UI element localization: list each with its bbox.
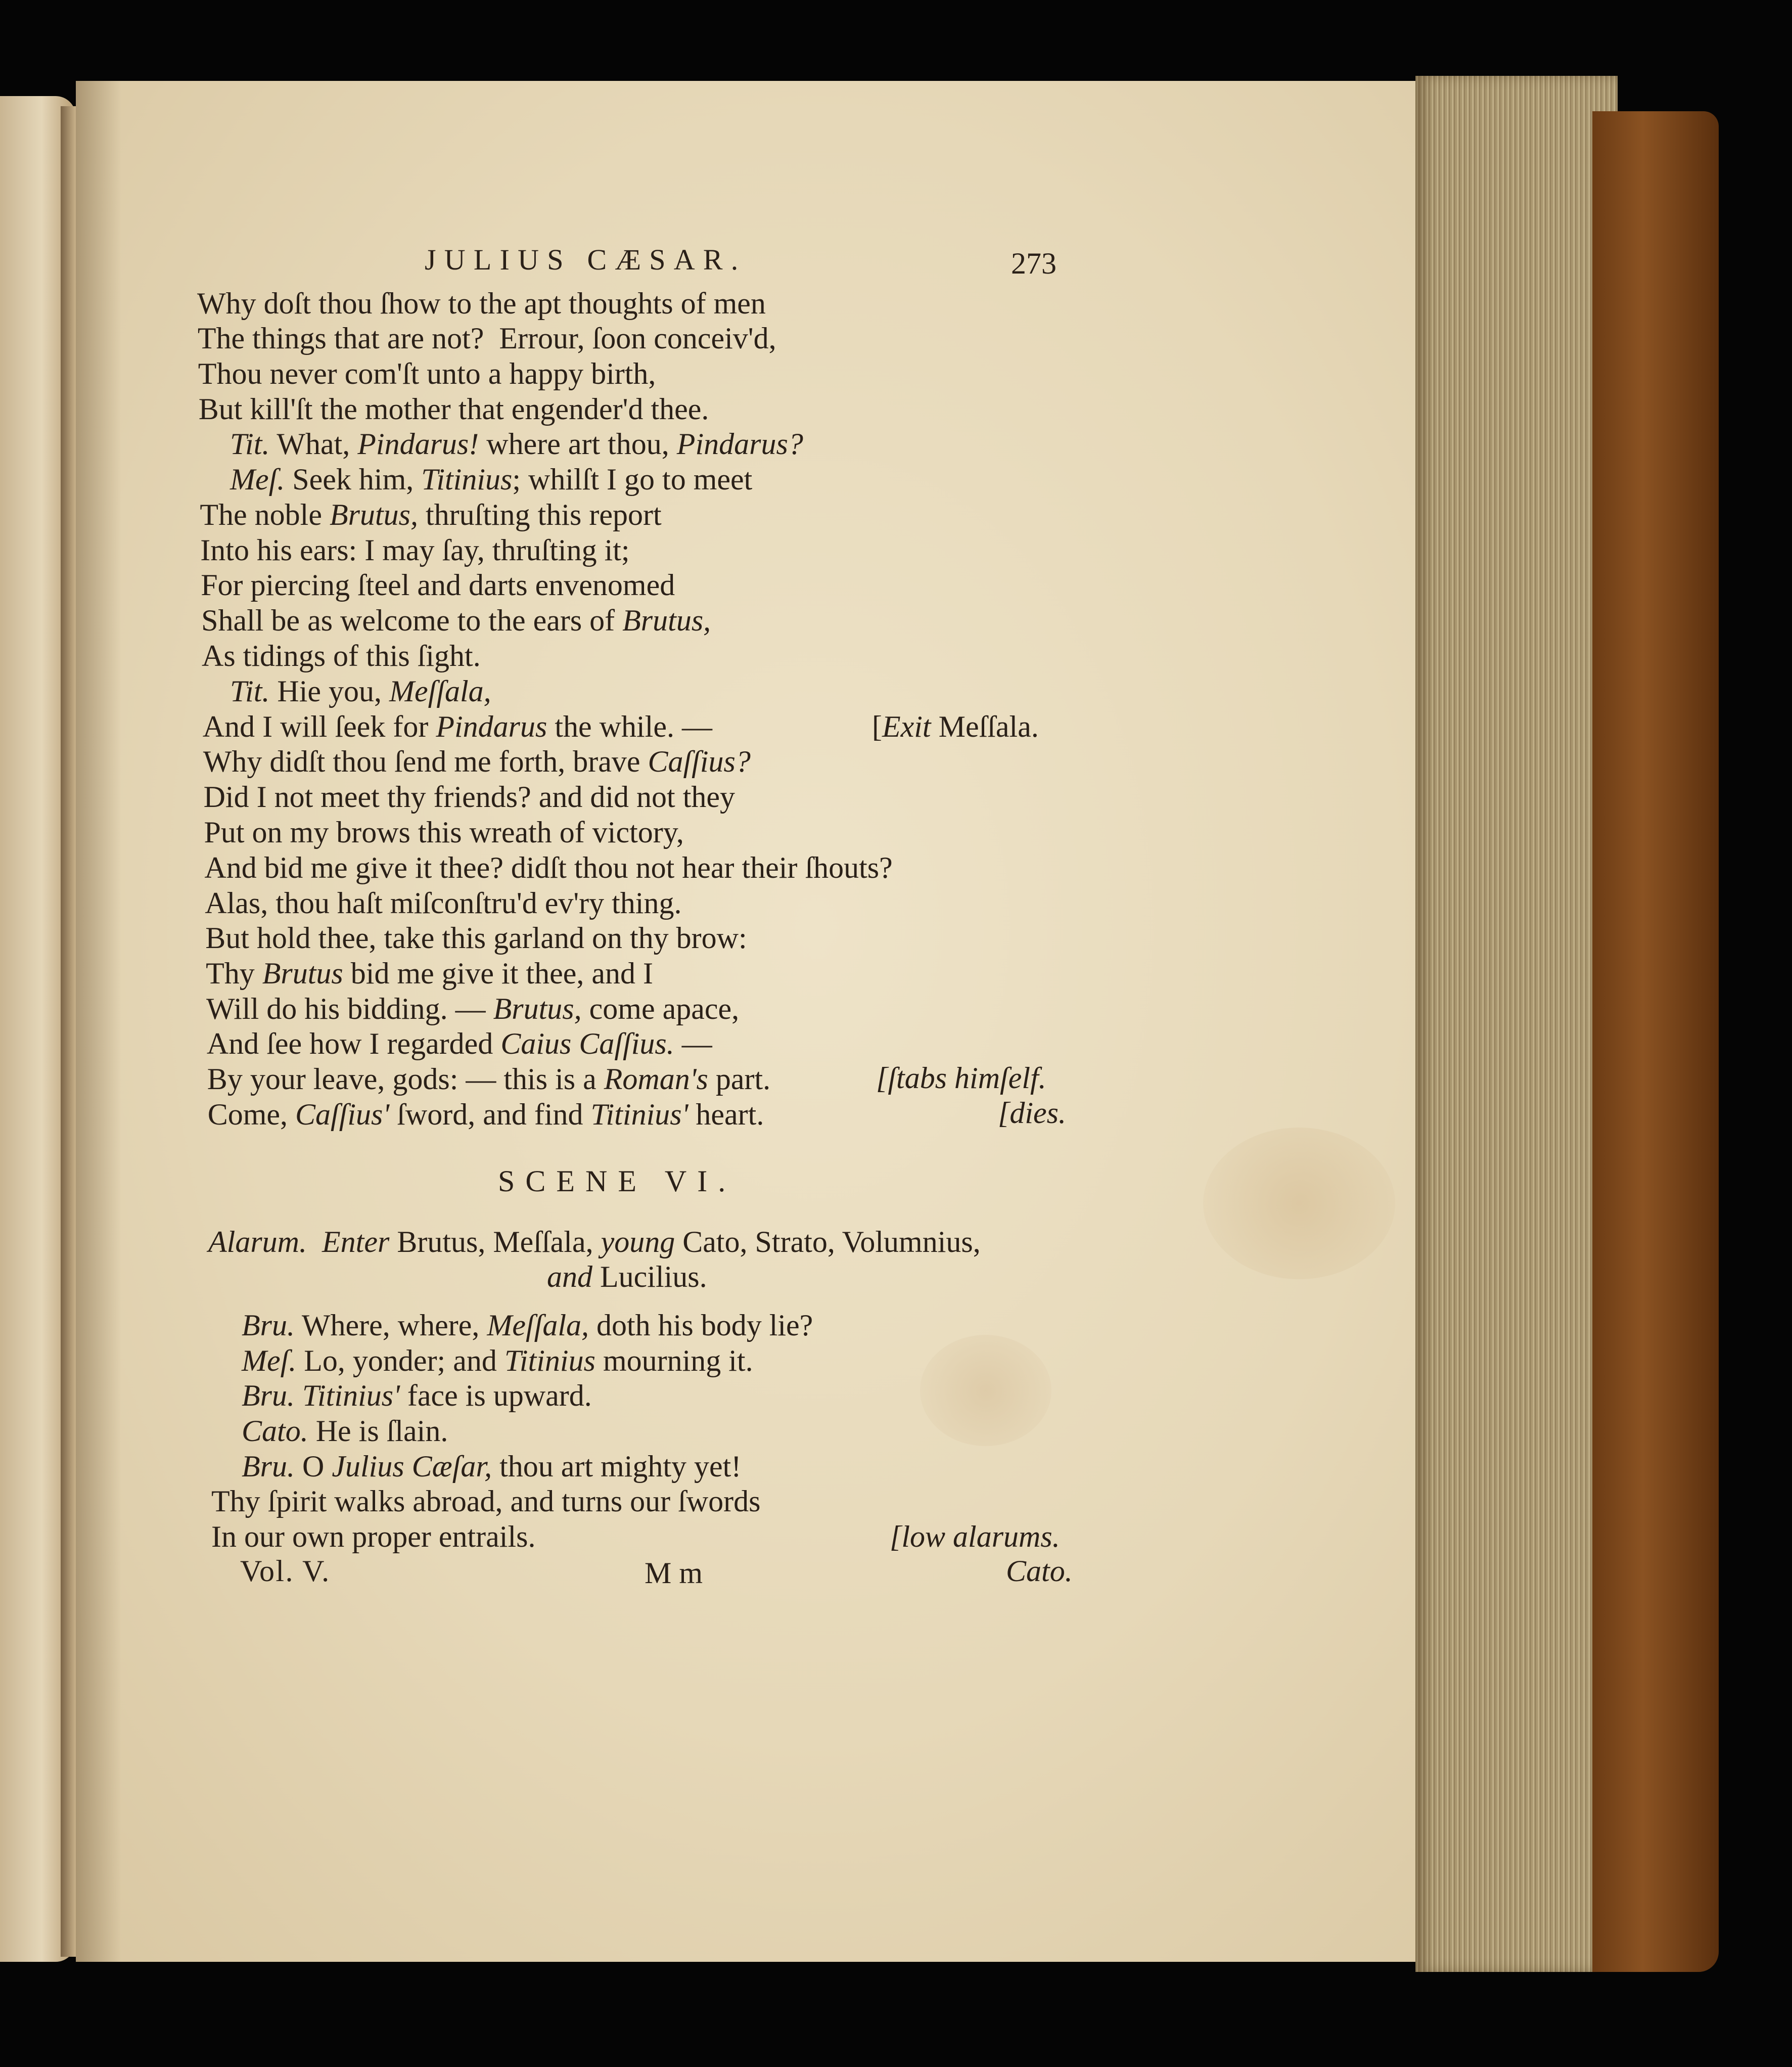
verse-text: Hie you, xyxy=(269,675,390,708)
verse-line xyxy=(204,779,735,815)
verse-text: Bru. xyxy=(242,1309,295,1342)
verse-text: Did I not meet thy friends? and did not they xyxy=(203,780,736,814)
verse-text: Meſ. xyxy=(230,463,285,496)
catchword: Cato. xyxy=(1006,1554,1073,1588)
verse-text: As tidings of this ſight. xyxy=(202,639,481,672)
running-head: JULIUS CÆSAR. xyxy=(425,243,747,276)
verse-line xyxy=(207,1061,770,1097)
verse-text: where art thou, xyxy=(479,427,677,461)
verse-line xyxy=(204,850,892,885)
verse-line xyxy=(201,567,675,603)
verse-text: Titinius' xyxy=(590,1098,688,1131)
verse-line xyxy=(207,1026,712,1061)
verse-text: Tit. xyxy=(230,427,270,461)
verse-text: Tit. xyxy=(230,675,270,708)
verse-text: But hold thee, take this garland on thy brow: xyxy=(205,921,747,955)
verse-line xyxy=(230,462,752,497)
verse-text: Come, xyxy=(207,1098,296,1131)
verse-text: He is ſlain. xyxy=(308,1414,448,1448)
verse-text: Brutus xyxy=(262,957,343,990)
verse-text: By your leave, gods: — this is a xyxy=(207,1062,604,1096)
verse-text: Into his ears: I may ſay, thruſting it; xyxy=(200,533,630,567)
verse-text: Shall be as welcome to the ears of xyxy=(201,604,623,637)
verse-text: Titinius xyxy=(504,1344,595,1377)
verse-text: Caſſius' xyxy=(295,1098,390,1131)
verse-text: Brutus, xyxy=(329,498,419,531)
verse-line xyxy=(205,920,747,956)
verse-text: Roman's xyxy=(604,1062,708,1096)
printer-signature: M m xyxy=(645,1556,703,1590)
verse-text xyxy=(295,1379,302,1412)
verse-text: Thy xyxy=(206,957,262,990)
verse-text: doth his body lie? xyxy=(589,1309,813,1342)
verse-text: part. xyxy=(708,1062,771,1096)
verse-text: Lo, yonder; and xyxy=(296,1344,504,1377)
verse-text: What, xyxy=(269,427,358,461)
verse-text: Julius Cæſar, xyxy=(332,1450,492,1483)
verse-line xyxy=(205,885,681,921)
verse-line xyxy=(201,603,711,638)
verse-text: The noble xyxy=(200,498,330,531)
verse-text: Put on my brows this wreath of victory, xyxy=(204,816,684,849)
verse-text: ; whilſt I go to meet xyxy=(512,463,753,496)
verse-text: come apace, xyxy=(581,992,740,1025)
verse-text: Where, where, xyxy=(295,1309,487,1342)
verse-line xyxy=(206,991,739,1026)
verse-line xyxy=(203,709,712,744)
verse-text: Meſ. xyxy=(242,1344,297,1377)
verse-line xyxy=(230,673,491,709)
scene-verse-line xyxy=(242,1308,813,1343)
verse-text: thou art mighty yet! xyxy=(492,1450,742,1483)
verse-text: Bru. xyxy=(242,1450,295,1483)
stage-direction-stabs: [ſtabs himſelf. xyxy=(876,1061,1046,1095)
entrance-direction-line-2: and Lucilius. xyxy=(547,1260,707,1293)
verse-text: Thou never com'ſt unto a happy birth, xyxy=(198,357,656,390)
verse-text: Meſſala, xyxy=(487,1309,589,1342)
stage-direction-low-alarums: [low alarums. xyxy=(890,1520,1060,1553)
page-block-fore-edge xyxy=(1415,76,1618,1972)
verse-text: For piercing ſteel and darts envenomed xyxy=(201,568,675,602)
verse-line xyxy=(203,744,751,779)
verse-line xyxy=(208,1097,764,1132)
verse-text: heart. xyxy=(688,1098,764,1131)
verse-text: Pindarus? xyxy=(676,427,803,461)
stage-direction-exit: [Exit Meſſala. xyxy=(872,710,1039,743)
verse-text: Brutus, xyxy=(493,992,582,1025)
verse-text: Seek him, xyxy=(285,463,422,496)
verse-line xyxy=(206,956,653,991)
verse-text: mourning it. xyxy=(595,1344,753,1377)
verse-line xyxy=(199,391,709,427)
scene-verse-line xyxy=(242,1343,753,1378)
scene-verse-line xyxy=(242,1378,592,1413)
verse-line xyxy=(198,321,776,356)
verse-text: And bid me give it thee? didſt thou not hear their ſhouts? xyxy=(204,851,893,884)
verse-text: bid me give it thee, and I xyxy=(343,957,653,990)
scene-verse-line xyxy=(242,1413,448,1449)
verse-text: Titinius' xyxy=(302,1379,400,1412)
scene-verse-line xyxy=(211,1484,760,1519)
verse-text: Alas, thou haſt miſconſtru'd ev'ry thing. xyxy=(205,886,682,920)
verse-text: Titinius xyxy=(421,463,513,496)
verse-text: Will do his bidding. — xyxy=(206,992,493,1025)
verse-text: O xyxy=(295,1450,332,1483)
verse-line xyxy=(202,638,481,673)
verse-text: Pindarus xyxy=(436,710,547,743)
scene-verse-line xyxy=(211,1519,535,1554)
verse-text: Caſſius? xyxy=(648,745,751,778)
verse-text: The things that are not? Errour, ſoon conceiv'd, xyxy=(197,322,776,355)
verse-text: In our own proper entrails. xyxy=(211,1520,536,1553)
verse-text: ſword, and find xyxy=(389,1098,591,1131)
verse-line xyxy=(204,815,684,850)
verse-text: Why didſt thou ſend me forth, brave xyxy=(203,745,648,778)
foxing-stain xyxy=(920,1335,1051,1446)
verse-text: Cato. xyxy=(242,1414,308,1448)
scene-verse-line xyxy=(242,1449,741,1484)
leather-cover xyxy=(1592,111,1719,1972)
verse-text: But kill'ſt the mother that engender'd thee. xyxy=(198,392,709,426)
verse-line xyxy=(200,497,661,532)
scene-heading: SCENE VI. xyxy=(498,1164,737,1198)
entrance-direction-line-1: Alarum. Enter Brutus, Meſſala, young Cato, Strato, Volumnius, xyxy=(208,1225,981,1259)
verse-text: Why doſt thou ſhow to the apt thoughts of men xyxy=(197,287,766,320)
verse-text: Pindarus! xyxy=(357,427,479,461)
verse-text: And I will ſeek for xyxy=(202,710,436,743)
verse-line xyxy=(198,356,656,391)
verse-text: — xyxy=(674,1027,712,1060)
verse-line xyxy=(197,286,766,321)
verse-text: the while. — xyxy=(547,710,712,743)
verse-text: thruſting this report xyxy=(418,498,662,531)
verse-text: Brutus, xyxy=(622,604,711,637)
verse-text: Bru. xyxy=(242,1379,295,1412)
verse-text: And ſee how I regarded xyxy=(206,1027,501,1060)
foxing-stain xyxy=(1203,1128,1395,1279)
stage-direction-dies: [dies. xyxy=(998,1096,1066,1130)
verse-line xyxy=(200,532,629,568)
verse-text: Meſſala, xyxy=(389,675,491,708)
verse-text: Thy ſpirit walks abroad, and turns our ſwords xyxy=(211,1485,761,1518)
page-number: 273 xyxy=(1011,247,1056,280)
verse-text: face is upward. xyxy=(399,1379,592,1412)
page-shadow xyxy=(76,81,121,1962)
volume-signature: Vol. V. xyxy=(240,1554,331,1588)
verse-line xyxy=(230,426,803,462)
verse-text: Caius Caſſius. xyxy=(500,1027,674,1060)
